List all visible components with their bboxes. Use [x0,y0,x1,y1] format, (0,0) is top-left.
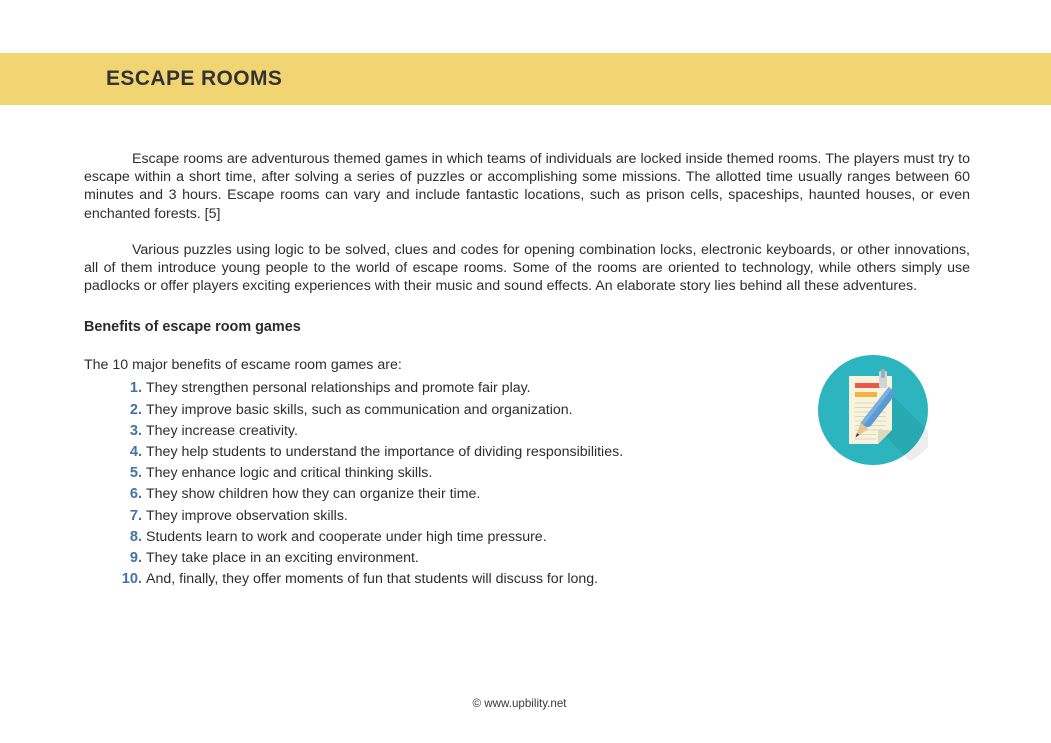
footer-copyright: © www.upbility.net [472,697,567,710]
list-item-text: They increase creativity. [146,422,298,439]
list-item [84,529,970,550]
title-band [0,53,1051,105]
list-item [84,571,970,592]
list-item-number: 8. [129,528,142,545]
list-item-text: They strengthen personal relationships and promote fair play. [146,380,531,397]
list-item-number: 3. [129,422,142,439]
list-item-text: They improve basic skills, such as communication and organization. [146,401,573,418]
list-item-number: 4. [129,443,142,460]
list-item-number: 7. [129,507,142,524]
paragraph-1: Escape rooms are adventurous themed games in which teams of individuals are locked inside themed rooms. The players must try to escape within a short time, after solving a series of puzzles or accomplishing some missions. The allotted time usually ranges between 60 minutes and 3 hours. Escape rooms can vary and include fantastic locations, such as prison cells, spaceships, haunted houses, or even enchanted forests. [5] [84,151,970,222]
list-item-number: 6. [129,486,142,503]
list-item [84,465,970,486]
list-item [84,550,970,571]
section-heading: Benefits of escape room games [84,319,301,336]
list-item [84,486,970,507]
list-item-text: Students learn to work and cooperate under high time pressure. [146,528,547,545]
page-title: ESCAPE ROOMS [106,67,283,90]
list-item-number: 9. [129,549,142,566]
list-item-text: They take place in an exciting environment. [146,549,419,566]
paragraph-2: Various puzzles using logic to be solved, clues and codes for opening combination locks, electronic keyboards, or other innovations, all of them introduce young people to the world of escape rooms. Some of the rooms are oriented to technology, while others simply use padlocks or offer players exciting experiences with their music and sound effects. An elaborate story lies behind all these adventures. [84,241,970,295]
list-item [84,508,970,529]
list-item-number: 5. [129,465,142,482]
notepad-and-pen-icon [818,355,928,465]
list-item-text: They improve observation skills. [146,507,348,524]
list-lead-in: The 10 major benefits of escame room games are: [84,357,402,374]
list-item-text: They help students to understand the importance of dividing responsibilities. [146,443,624,460]
list-item-number: 2. [129,401,142,418]
list-item-text: They show children how they can organize their time. [146,486,481,503]
list-item-text: And, finally, they offer moments of fun that students will discuss for long. [146,571,599,588]
list-item-number: 10. [121,571,142,588]
list-item-number: 1. [129,380,142,397]
list-item-text: They enhance logic and critical thinking skills. [146,465,433,482]
